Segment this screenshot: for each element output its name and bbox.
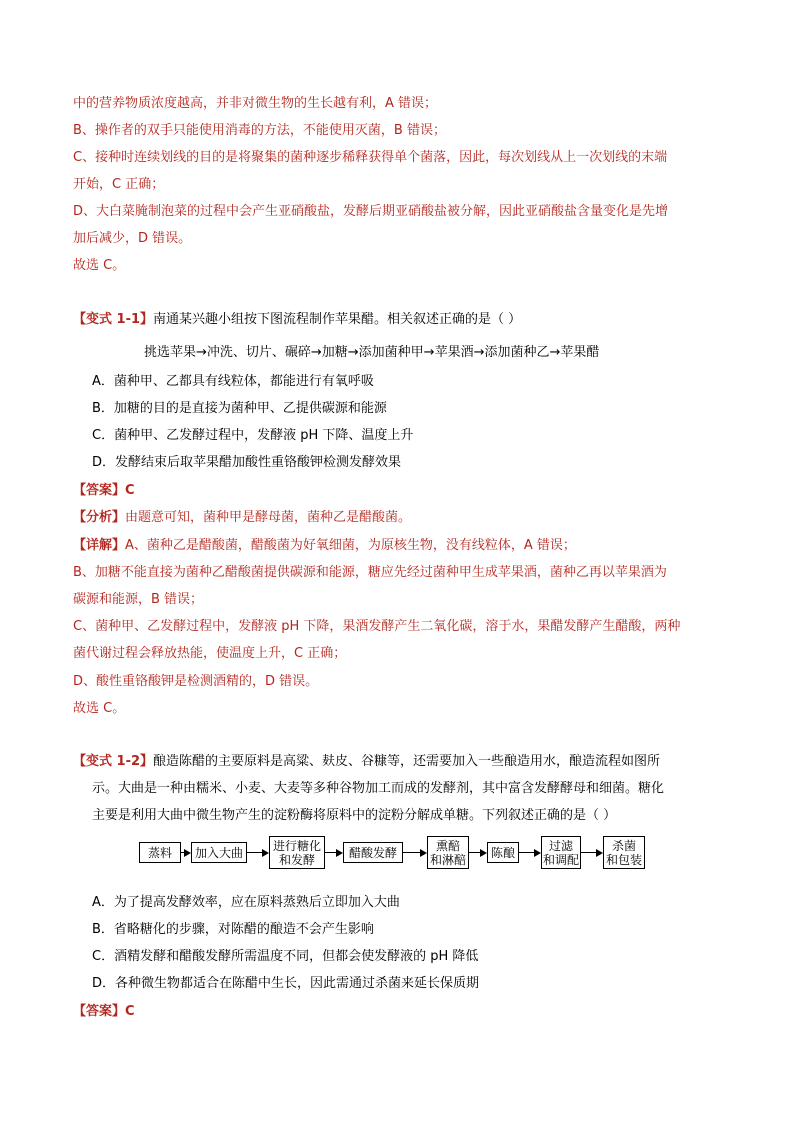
question-tag: 【变式 1-1】 bbox=[73, 312, 154, 327]
question-stem bbox=[73, 311, 521, 329]
analysis-text: 由题意可知，菌种甲是酵母菌，菌种乙是醋酸菌。 bbox=[125, 510, 412, 525]
flow-box-steam: 蒸料 bbox=[139, 842, 181, 863]
explanation-line: B、操作者的双手只能使用消毒的方法，不能使用灭菌，B 错误； bbox=[73, 123, 446, 138]
process-flow: 挑选苹果→冲洗、切片、碾碎→加糖→添加菌种甲→苹果酒→添加菌种乙→苹果醋 bbox=[144, 345, 600, 360]
flow-box-add-daqu: 加入大曲 bbox=[191, 842, 247, 863]
conclusion: 故选 C。 bbox=[73, 701, 126, 716]
explanation-line: D、大白菜腌制泡菜的过程中会产生亚硝酸盐，发酵后期亚硝酸盐被分解，因此亚硝酸盐含量变化是先增 bbox=[73, 204, 669, 219]
analysis bbox=[73, 509, 411, 527]
option-c: C．菌种甲、乙发酵过程中，发酵液 pH 下降、温度上升 bbox=[92, 428, 414, 443]
answer-value: C bbox=[125, 1004, 135, 1019]
question-text: 酿造陈醋的主要原料是高粱、麸皮、谷糠等，还需要加入一些酿造用水，酿造流程如图所 bbox=[153, 754, 661, 769]
answer-label: 【答案】 bbox=[73, 483, 126, 498]
flow-box-sterilize: 杀菌 和包装 bbox=[603, 836, 645, 869]
flow-box-age: 陈酿 bbox=[487, 842, 519, 863]
option-b: B．加糖的目的是直接为菌种甲、乙提供碳源和能源 bbox=[92, 401, 387, 416]
flow-box-saccharify: 进行糖化 和发酵 bbox=[269, 836, 325, 869]
answer-value: C bbox=[125, 483, 135, 498]
explanation-line: C、接种时连续划线的目的是将聚集的菌种逐步稀释获得单个菌落，因此，每次划线从上一次划线的末端 bbox=[73, 150, 668, 165]
option-a: A．菌种甲、乙都具有线粒体，都能进行有氧呼吸 bbox=[92, 374, 374, 389]
option-c: C．酒精发酵和醋酸发酵所需温度不同，但都会使发酵液的 pH 降低 bbox=[92, 949, 479, 964]
detail-label: 【详解】 bbox=[73, 538, 126, 553]
detail bbox=[73, 537, 576, 555]
question-text: 主要是利用大曲中微生物产生的淀粉酶将原料中的淀粉分解成单糖。下列叙述正确的是（ ） bbox=[92, 808, 617, 823]
explanation-line: 加后减少，D 错误。 bbox=[73, 231, 192, 246]
detail-line: B、加糖不能直接为菌种乙醋酸菌提供碳源和能源，糖应先经过菌种甲生成苹果酒，菌种乙再以苹果酒为 bbox=[73, 565, 667, 580]
detail-line: 菌代谢过程会释放热能，使温度上升，C 正确； bbox=[73, 646, 347, 661]
question-tag: 【变式 1-2】 bbox=[73, 754, 154, 769]
question-text: 南通某兴趣小组按下图流程制作苹果醋。相关叙述正确的是（ ） bbox=[153, 312, 522, 327]
flow-box-acetic: 醋酸发酵 bbox=[343, 842, 403, 863]
question-stem bbox=[73, 753, 660, 771]
answer-label: 【答案】 bbox=[73, 1004, 126, 1019]
analysis-label: 【分析】 bbox=[73, 510, 126, 525]
answer bbox=[73, 1003, 135, 1021]
detail-line: C、菌种甲、乙发酵过程中，发酵液 pH 下降，果酒发酵产生二氧化碳，溶于水，果醋发酵产生醋酸，两种 bbox=[73, 619, 681, 634]
flow-box-filter: 过滤 和调配 bbox=[541, 836, 581, 869]
option-a: A．为了提高发酵效率，应在原料蒸熟后立即加入大曲 bbox=[92, 895, 400, 910]
option-d: D．发酵结束后取苹果醋加酸性重铬酸钾检测发酵效果 bbox=[92, 455, 402, 470]
option-b: B．省略糖化的步骤，对陈醋的酿造不会产生影响 bbox=[92, 922, 374, 937]
detail-line: D、酸性重铬酸钾是检测酒精的，D 错误。 bbox=[73, 674, 319, 689]
explanation-line: 中的营养物质浓度越高，并非对微生物的生长越有利，A 错误； bbox=[73, 96, 438, 111]
detail-line: 碳源和能源，B 错误； bbox=[73, 592, 204, 607]
option-d: D．各种微生物都适合在陈醋中生长，因此需通过杀菌来延长保质期 bbox=[92, 976, 480, 991]
conclusion: 故选 C。 bbox=[73, 258, 126, 273]
question-text: 示。大曲是一种由糯米、小麦、大麦等多种谷物加工而成的发酵剂，其中富含发酵酵母和细菌。糖化 bbox=[92, 781, 665, 796]
flow-box-smoke: 熏醅 和淋醅 bbox=[427, 836, 469, 869]
detail-line: A、菌种乙是醋酸菌，醋酸菌为好氧细菌，为原核生物，没有线粒体，A 错误； bbox=[125, 538, 576, 553]
explanation-line: 开始，C 正确； bbox=[73, 177, 165, 192]
answer bbox=[73, 482, 135, 500]
